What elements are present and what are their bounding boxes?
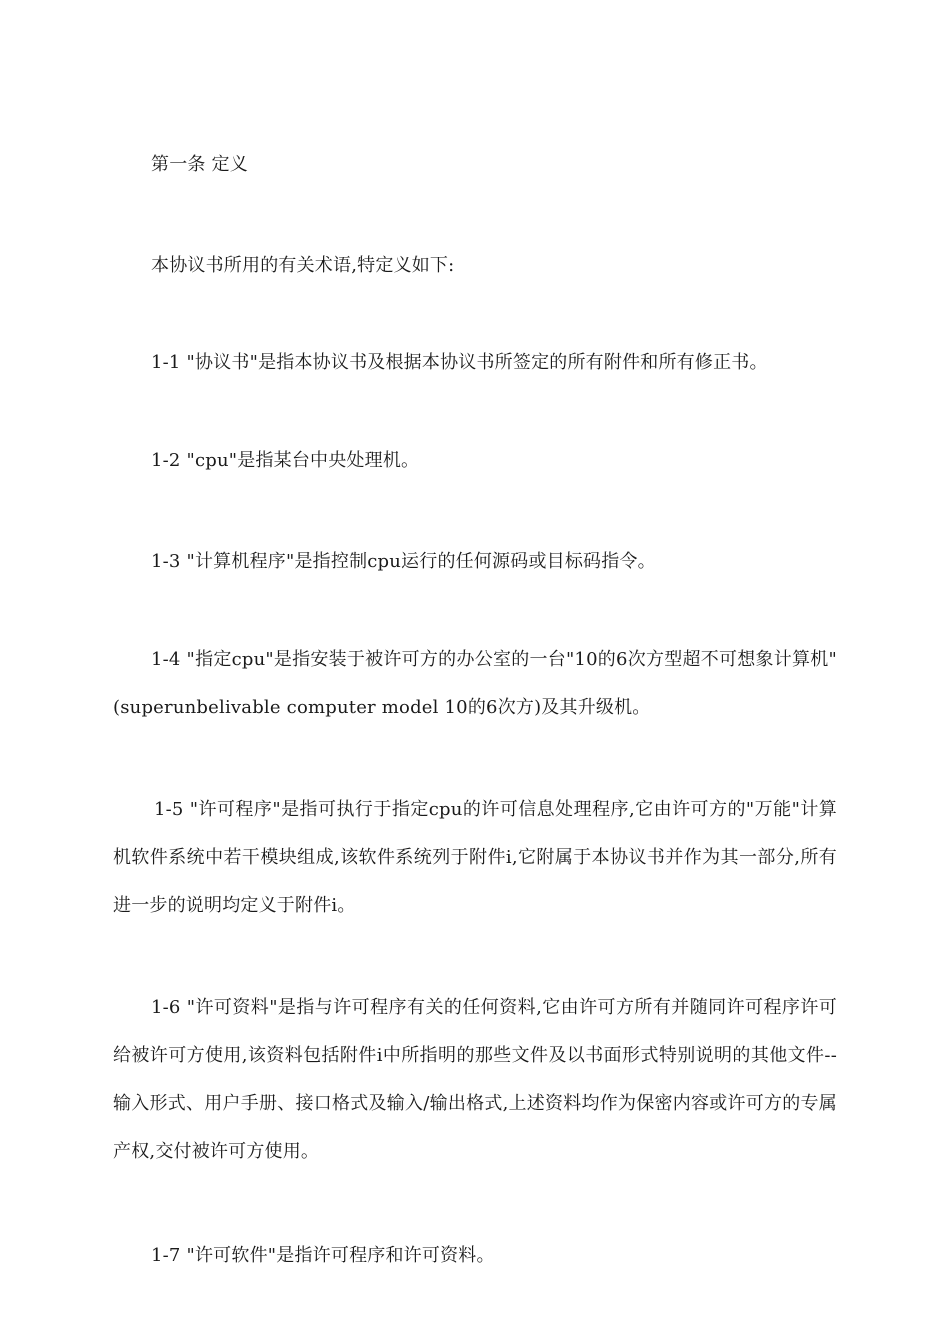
clause-1-4: 1-4 "指定cpu"是指安装于被许可方的办公室的一台"10的6次方型超不可想象计算机"(superunbelivable computer model 10的6次方)及其升级机。 (113, 649, 837, 718)
section-heading: 第一条 定义 (151, 154, 248, 175)
clause-1-7: 1-7 "许可软件"是指许可程序和许可资料。 (151, 1245, 495, 1266)
clause-1-5: 1-5 "许可程序"是指可执行于指定cpu的许可信息处理程序,它由许可方的"万能"计算机软件系统中若干模块组成,该软件系统列于附件i,它附属于本协议书并作为其一部分,所有进一步的说明均定义于附件i。 (113, 799, 837, 916)
intro-paragraph: 本协议书所用的有关术语,特定义如下: (151, 255, 455, 276)
clause-1-6: 1-6 "许可资料"是指与许可程序有关的任何资料,它由许可方所有并随同许可程序许可给被许可方使用,该资料包括附件i中所指明的那些文件及以书面形式特别说明的其他文件--输入形式、用户手册、接口格式及输入/输出格式,上述资料均作为保密内容或许可方的专属产权,交付被许可方使用。 (113, 997, 837, 1162)
clause-1-3: 1-3 "计算机程序"是指控制cpu运行的任何源码或目标码指令。 (151, 551, 656, 572)
clause-1-2: 1-2 "cpu"是指某台中央处理机。 (151, 450, 420, 471)
clause-1-1: 1-1 "协议书"是指本协议书及根据本协议书所签定的所有附件和所有修正书。 (151, 352, 768, 373)
